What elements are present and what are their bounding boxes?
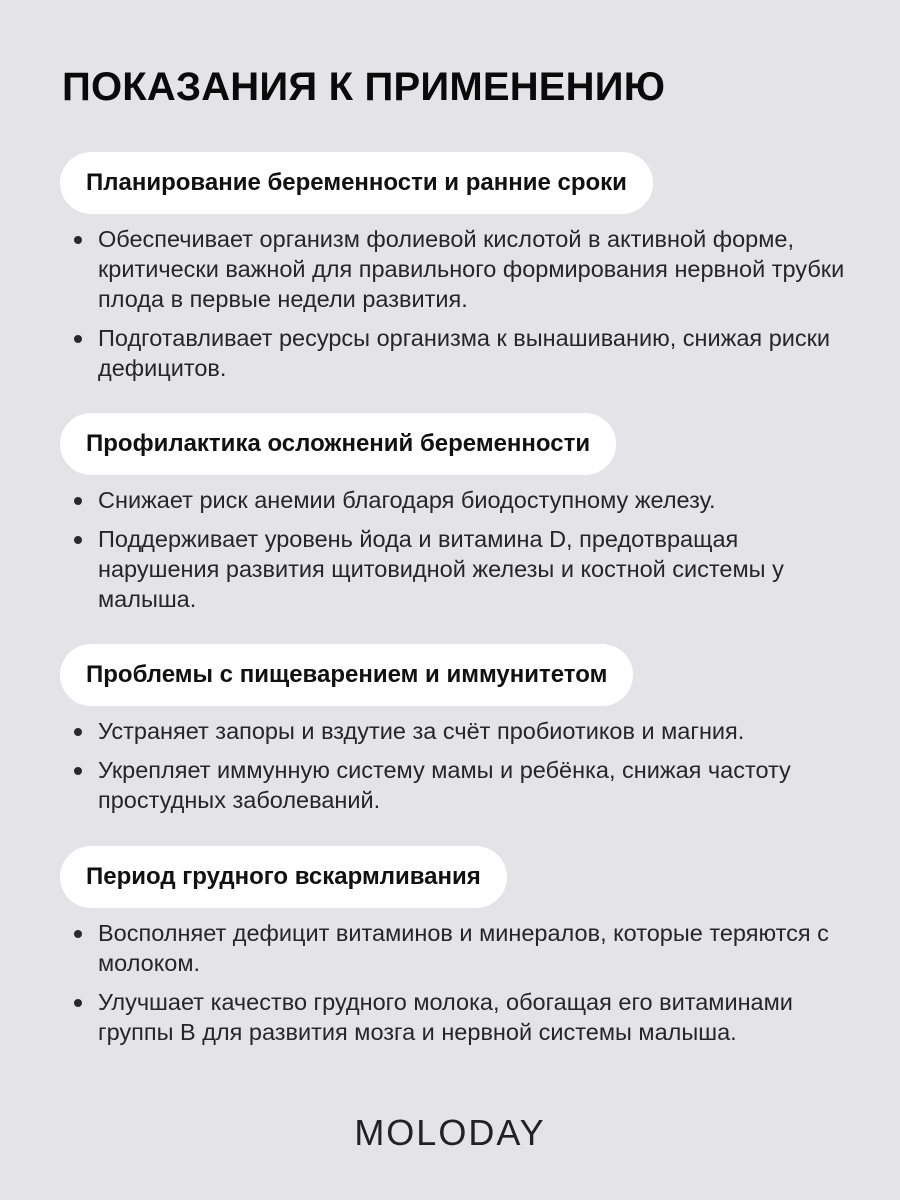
section-heading-complications: Профилактика осложнений беременности [60, 413, 616, 475]
list-item: Устраняет запоры и вздутие за счёт пробиотиков и магния. [60, 716, 860, 746]
section-heading-planning: Планирование беременности и ранние сроки [60, 152, 653, 214]
section-heading-digestion-immunity: Проблемы с пищеварением и иммунитетом [60, 644, 633, 706]
section-digestion-immunity [60, 644, 860, 824]
list-item: Поддерживает уровень йода и витамина D, предотвращая нарушения развития щитовидной железы и костной системы у малыша. [60, 524, 860, 614]
list-item: Восполняет дефицит витаминов и минералов, которые теряются с молоком. [60, 918, 860, 978]
bullet-list [60, 485, 860, 614]
bullet-list [60, 918, 860, 1047]
section-complications [60, 413, 860, 623]
brand-logo: MOLODAY [354, 1112, 546, 1153]
bullet-list [60, 224, 860, 383]
list-item: Снижает риск анемии благодаря биодоступному железу. [60, 485, 860, 515]
page-title: ПОКАЗАНИЯ К ПРИМЕНЕНИЮ [62, 65, 666, 109]
section-heading-breastfeeding: Период грудного вскармливания [60, 846, 507, 908]
section-breastfeeding [60, 846, 860, 1056]
section-planning [60, 152, 860, 392]
list-item: Улучшает качество грудного молока, обогащая его витаминами группы B для развития мозга и нервной системы малыша. [60, 987, 860, 1047]
list-item: Подготавливает ресурсы организма к вынашиванию, снижая риски дефицитов. [60, 323, 860, 383]
list-item: Укрепляет иммунную систему мамы и ребёнка, снижая частоту простудных заболеваний. [60, 755, 860, 815]
bullet-list [60, 716, 860, 815]
list-item: Обеспечивает организм фолиевой кислотой в активной форме, критически важной для правильного формирования нервной трубки плода в первые недели развития. [60, 224, 860, 314]
